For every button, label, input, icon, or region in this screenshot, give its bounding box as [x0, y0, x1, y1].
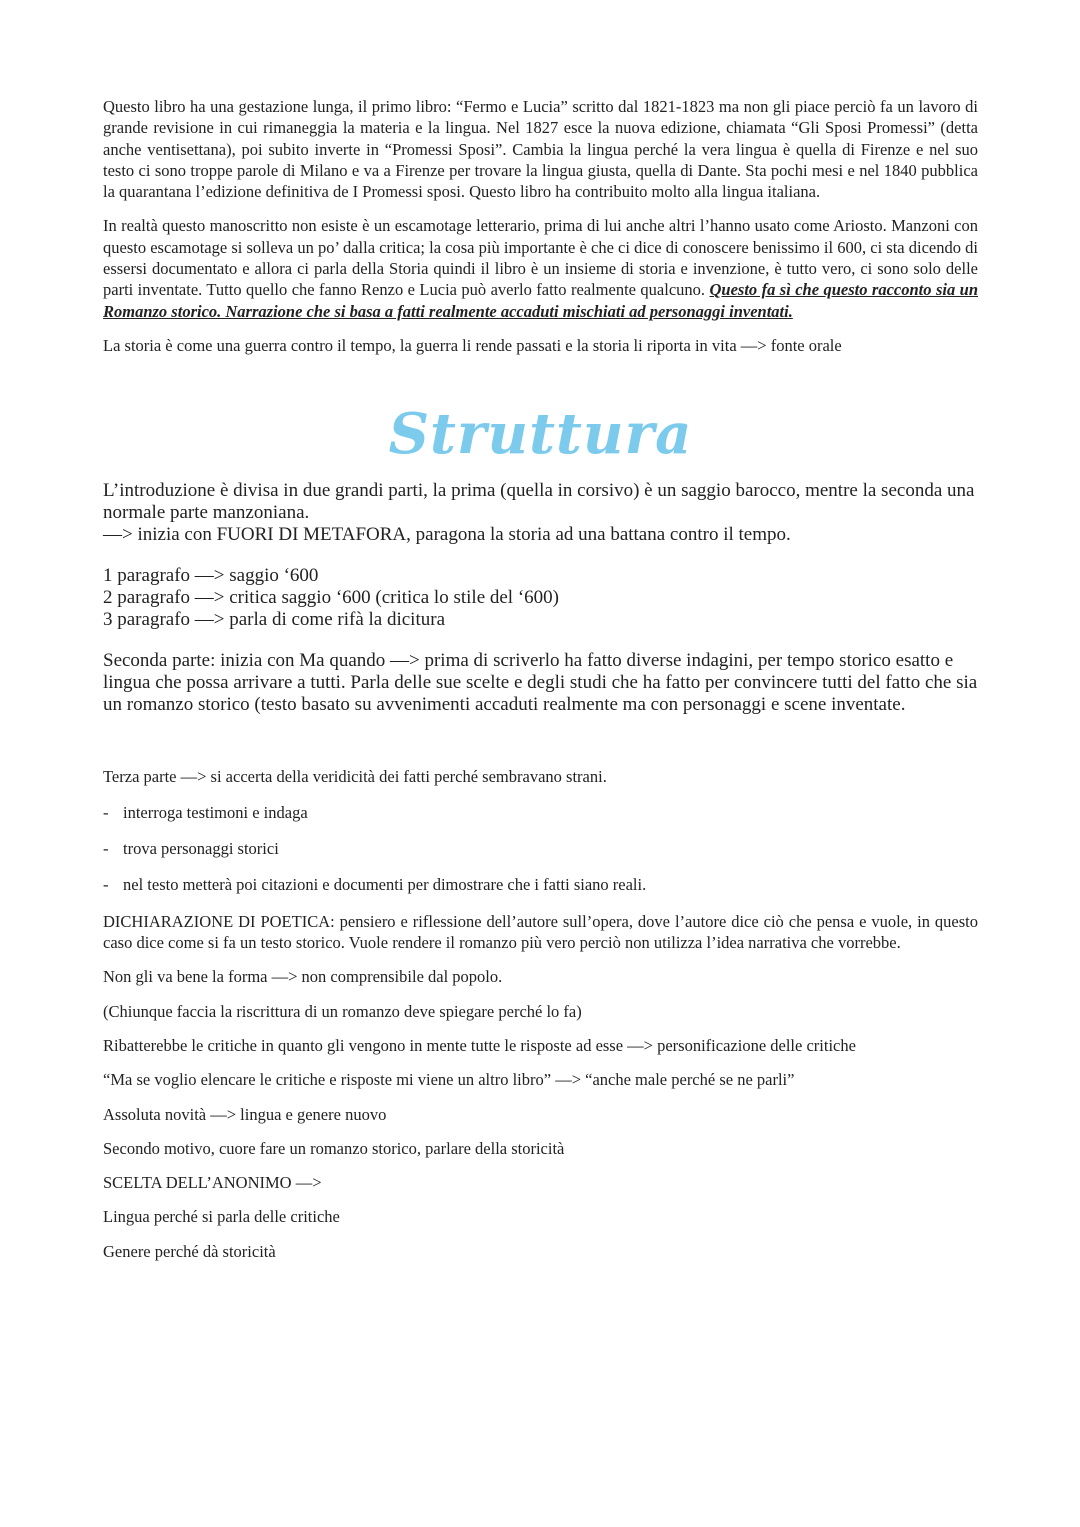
bullet-dash: - — [103, 802, 109, 822]
list-item — [103, 838, 978, 859]
third-part-intro: Terza parte —> si accerta della veridicità dei fatti perché sembravano strani. — [103, 766, 607, 786]
intro-paragraph-2 — [103, 215, 978, 321]
poetica-paragraph-4: Ribatterebbe le critiche in quanto gli vengono in mente tutte le risposte ad esse —> personificazione delle critiche — [103, 1035, 856, 1055]
poetica-paragraph-1: DICHIARAZIONE DI POETICA: pensiero e riflessione dell’autore sull’opera, dove l’autore dice ciò che pensa e vuole, in questo caso dice come si fa un testo storico. Vuole rendere il romanzo più vero perciò non utilizza l’idea narrativa che vorrebbe. — [103, 911, 978, 953]
anonimo-line-1: Lingua perché si parla delle critiche — [103, 1207, 340, 1227]
third-part-bullets — [103, 802, 978, 896]
paragraph-list — [103, 565, 978, 630]
poetica-paragraph-6: Assoluta novità —> lingua e genere nuovo — [103, 1104, 387, 1124]
list-item-text: trova personaggi storici — [123, 839, 279, 859]
intro-paragraph-2-text: In realtà questo manoscritto non esiste è un escamotage letterario, prima di lui anche altri l’hanno usato come Ariosto. Manzoni con questo escamotage si solleva un po’ dalla critica; la cosa più importante è che ci dice di conoscere benissimo il 600, ci sta dicendo di essersi documentato e allora ci parla della Storia quindi il libro è un insieme di storia e invenzione, è tutto vero, ci sono solo delle parti inventate. Tutto quello che fanno Renzo e Lucia può averlo fatto realmente qualcuno. — [103, 216, 978, 300]
intro-paragraph-1: Questo libro ha una gestazione lunga, il primo libro: “Fermo e Lucia” scritto dal 1821-1823 ma non gli piace perciò fa un lavoro di grande revisione in cui rimaneggia la materia e la lingua. Nel 1827 esce la nuova edizione, chiamata “Gli Sposi Promessi” (detta anche ventisettana), poi subito inverte in “Promessi Sposi”. Cambia la lingua perché la vera lingua è quella di Firenze e nel suo testo ci sono troppe parole di Milano e va a Firenze per trovare la lingua giusta, quella di Dante. Sta pochi mesi e nel 1840 pubblica la quarantana l’edizione definitiva de I Promessi sposi. Questo libro ha contribuito molto alla lingua italiana. — [103, 97, 978, 202]
section-heading: Struttura — [388, 401, 693, 468]
document-page — [103, 96, 978, 1262]
poetica-paragraph-2: Non gli va bene la forma —> non comprensibile dal popolo. — [103, 967, 503, 987]
bullet-dash: - — [103, 839, 109, 859]
structure-block — [103, 480, 978, 545]
list-item — [103, 874, 978, 895]
list-item — [103, 802, 978, 823]
paragraph-item-3: 3 paragrafo —> parla di come rifà la dicitura — [103, 608, 445, 630]
intro-paragraph-3: La storia è come una guerra contro il tempo, la guerra li rende passati e la storia li riporta in vita —> fonte orale — [103, 335, 842, 355]
paragraph-item-1: 1 paragrafo —> saggio ‘600 — [103, 565, 319, 587]
bullet-dash: - — [103, 875, 109, 895]
poetica-paragraph-3: (Chiunque faccia la riscrittura di un romanzo deve spiegare perché lo fa) — [103, 1001, 582, 1021]
section-heading-wrap — [103, 392, 978, 476]
anonimo-line-2: Genere perché dà storicità — [103, 1241, 276, 1261]
paragraph-item-2: 2 paragrafo —> critica saggio ‘600 (critica lo stile del ‘600) — [103, 587, 559, 609]
anonimo-title: SCELTA DELL’ANONIMO —> — [103, 1173, 322, 1193]
structure-paragraph-1b: —> inizia con FUORI DI METAFORA, paragona la storia ad una battana contro il tempo. — [103, 523, 791, 545]
second-part-paragraph: Seconda parte: inizia con Ma quando —> prima di scriverlo ha fatto diverse indagini, per tempo storico esatto e lingua che possa arrivare a tutti. Parla delle sue scelte e degli studi che ha fatto per convincere tutti del fatto che sia un romanzo storico (testo basato su avvenimenti accaduti realmente ma con personaggi e scene inventate. — [103, 650, 978, 715]
list-item-text: nel testo metterà poi citazioni e documenti per dimostrare che i fatti siano reali. — [123, 875, 647, 895]
poetica-paragraph-5: “Ma se voglio elencare le critiche e risposte mi viene un altro libro” —> “anche male perché se ne parli” — [103, 1070, 795, 1090]
list-item-text: interroga testimoni e indaga — [123, 802, 308, 822]
poetica-paragraph-7: Secondo motivo, cuore fare un romanzo storico, parlare della storicità — [103, 1138, 565, 1158]
intro-paragraph-2-emphasis: Questo fa sì che questo racconto sia un Romanzo storico. Narrazione che si basa a fatti realmente accaduti mischiati ad personaggi inventati. — [103, 280, 979, 321]
structure-paragraph-1: L’introduzione è divisa in due grandi parti, la prima (quella in corsivo) è un saggio barocco, mentre la seconda una normale parte manzoniana. — [103, 480, 975, 523]
